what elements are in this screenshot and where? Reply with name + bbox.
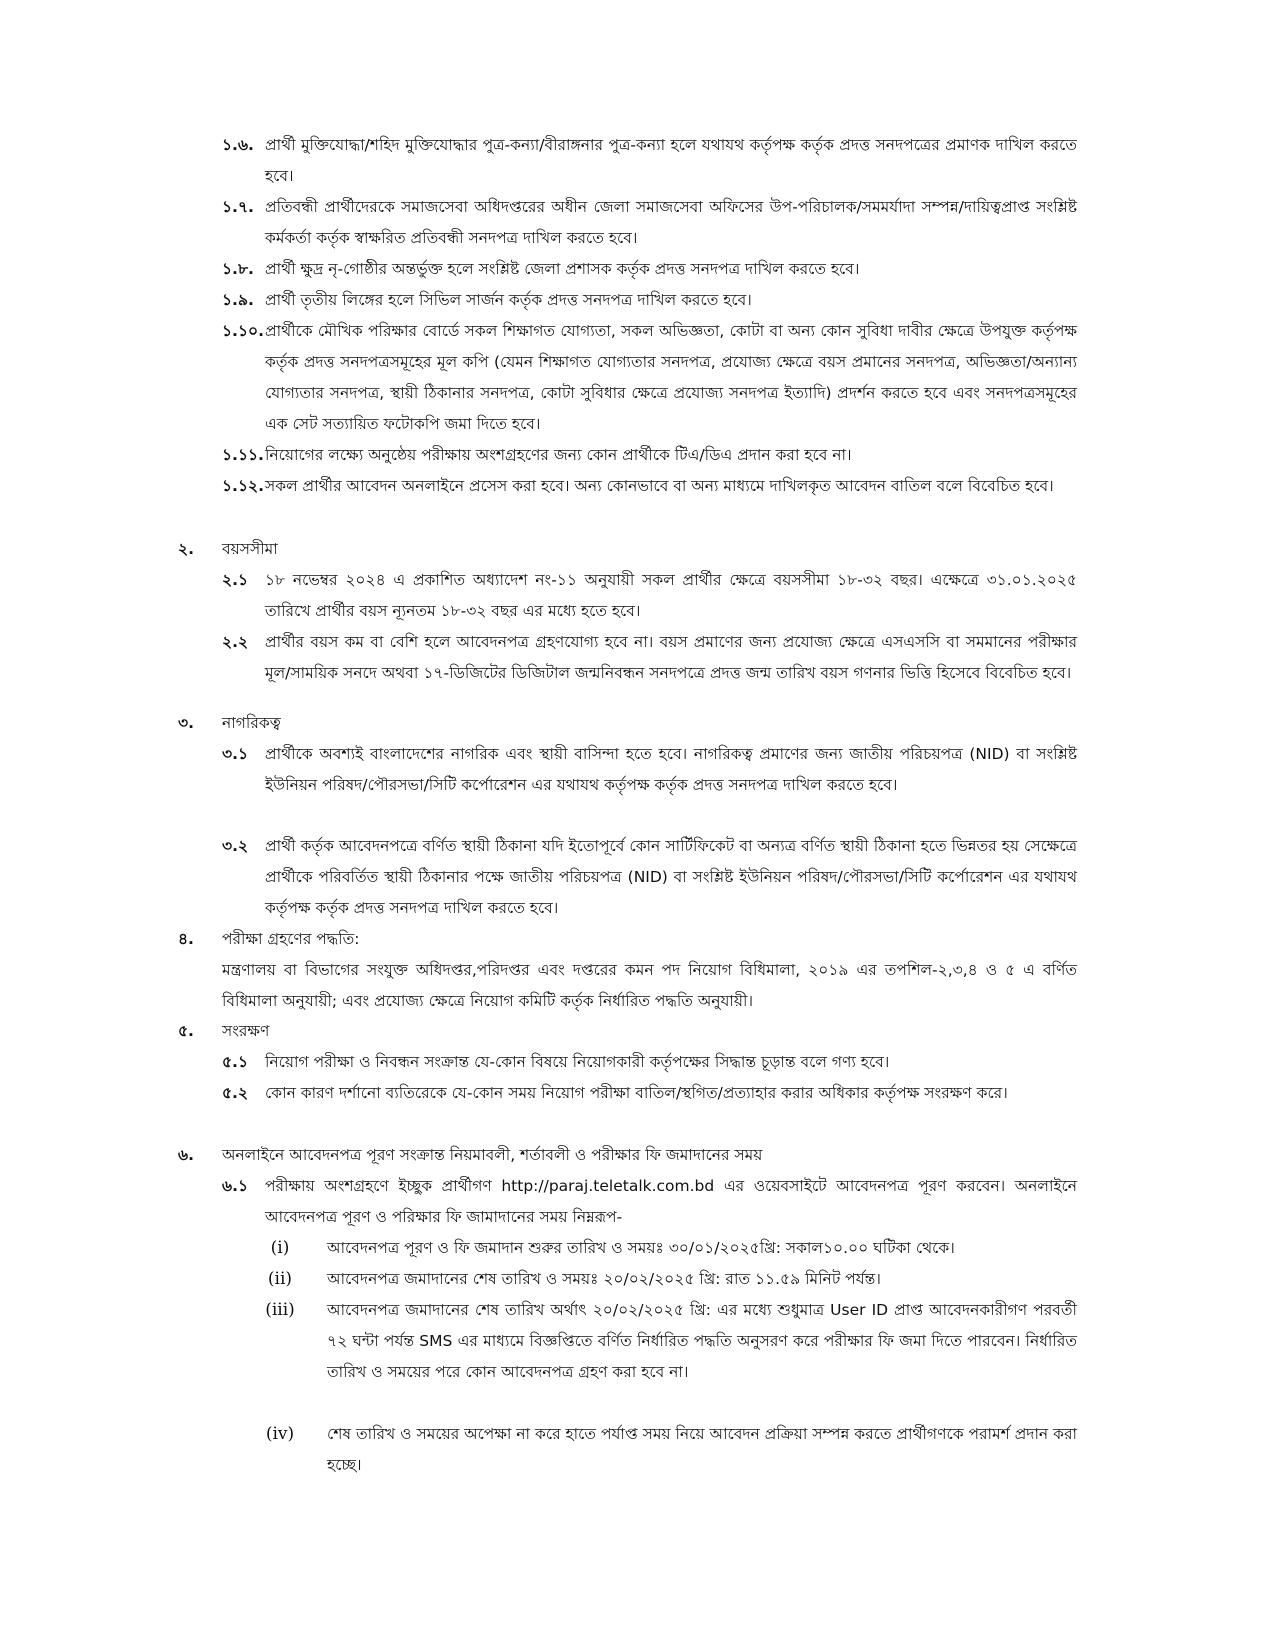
clause-number: ১.৭.	[222, 198, 254, 216]
clause-1-11	[222, 440, 1077, 471]
clause-1-6	[222, 130, 1077, 192]
clause-text: সকল প্রার্থীর আবেদন অনলাইনে প্রসেস করা হবে। অন্য কোনভাবে বা অন্য মাধ্যমে দাখিলকৃত আবেদন বাতিল বলে বিবেচিত হবে।	[265, 477, 1054, 495]
clause-number: ১.৯.	[222, 291, 254, 309]
list-item	[255, 1295, 1077, 1388]
clause-3-2	[222, 831, 1077, 924]
list-item-number: (iv)	[265, 1424, 295, 1444]
list-item	[255, 1419, 1077, 1481]
clause-text: প্রার্থীকে মৌখিক পরিক্ষার বোর্ডে সকল শিক্ষাগত যোগ্যতা, সকল অভিজ্ঞতা, কোটা বা অন্য কোন সুবিধা দাবীর ক্ষেত্রে উপযুক্ত কর্তৃপক্ষ কর্তৃক প্রদত্ত সনদপত্রসমূহের মূল কপি (যেমন শিক্ষাগত যোগ্যতার সনদপত্র, প্রযোজ্য ক্ষেত্রে বয়স প্রমানের সনদপত্র, অভিজ্ঞতা/অন্যান্য যোগ্যতার সনদপত্র, স্থায়ী ঠিকানার সনদপত্র, কোটা সুবিধার ক্ষেত্রে প্রযোজ্য সনদপত্র ইত্যাদি) প্রদর্শন করতে হবে এবং সনদপত্রসমূহের এক সেট সত্যায়িত ফটোকপি জমা দিতে হবে।	[265, 322, 1077, 433]
clause-1-9	[222, 285, 1077, 316]
section-4-text: মন্ত্রণালয় বা বিভাগের সংযুক্ত অধিদপ্তর,পরিদপ্তর এবং দপ্তরের কমন পদ নিয়োগ বিধিমালা, ২০১৯ এর তপশিল-২,৩,৪ ও ৫ এ বর্ণিত বিধিমালা অনুযায়ী; এবং প্রযোজ্য ক্ষেত্রে নিয়োগ কমিটি কর্তৃক নির্ধারিত পদ্ধতি অনুযায়ী।	[222, 961, 1077, 1010]
clause-number: ১.১০.	[222, 322, 264, 340]
list-item-text: আবেদনপত্র জমাদানের শেষ তারিখ অর্থাৎ ২০/০২/২০২৫ খ্রি: এর মধ্যে শুধুমাত্র User ID প্রাপ্ত আবেদনকারীগণ পরবর্তী ৭২ ঘন্টা পর্যন্ত SMS এর মাধ্যমে বিজ্ঞপ্তিতে বর্ণিত নির্ধারিত পদ্ধতি অনুসরণ করে পরীক্ষার ফি জমা দিতে পারবেন। নির্ধারিত তারিখ ও সময়ের পরে কোন আবেদনপত্র গ্রহণ করা হবে না।	[327, 1301, 1077, 1381]
clause-text: প্রার্থী তৃতীয় লিঙ্গের হলে সিভিল সার্জন কর্তৃক প্রদত্ত সনদপত্র দাখিল করতে হবে।	[265, 291, 752, 309]
clause-number: ৫.২	[222, 1084, 249, 1102]
section-title: সংরক্ষণ	[222, 1022, 270, 1040]
clause-number: ২.১	[222, 571, 249, 589]
clause-text: নিয়োগের লক্ষ্যে অনুষ্ঠেয় পরীক্ষায় অংশগ্রহণের জন্য কোন প্রার্থীকে টিএ/ডিএ প্রদান করা হবে না।	[265, 446, 852, 464]
clause-text: প্রার্থী ক্ষুদ্র নৃ-গোষ্ঠীর অন্তর্ভুক্ত হলে সংশ্লিষ্ট জেলা প্রশাসক কর্তৃক প্রদত্ত সনদপত্র দাখিল করতে হবে।	[265, 260, 860, 278]
clause-1-12	[222, 471, 1077, 502]
clause-number: ১.৬.	[222, 136, 254, 154]
clause-text: নিয়োগ পরীক্ষা ও নিবন্ধন সংক্রান্ত যে-কোন বিষয়ে নিয়োগকারী কর্তৃপক্ষের সিদ্ধান্ত চূড়ান্ত বলে গণ্য হবে।	[265, 1053, 890, 1071]
clause-number: ৬.১	[222, 1177, 249, 1195]
section-number: ৬.	[178, 1146, 194, 1164]
list-item-number: (iii)	[265, 1300, 295, 1320]
clause-number: ১.১১.	[222, 446, 264, 464]
clause-number: ৩.১	[222, 745, 249, 763]
clause-text: প্রার্থীকে অবশ্যই বাংলাদেশের নাগরিক এবং স্থায়ী বাসিন্দা হতে হবে। নাগরিকত্ব প্রমাণের জন্য জাতীয় পরিচয়পত্র (NID) বা সংশ্লিষ্ট ইউনিয়ন পরিষদ/পৌরসভা/সিটি কর্পোরেশন এর যথাযথ কর্তৃপক্ষ কর্তৃক প্রদত্ত সনদপত্র দাখিল করতে হবে।	[265, 745, 1077, 794]
list-item-number: (i)	[270, 1238, 290, 1258]
list-item	[255, 1264, 1077, 1295]
section-title: নাগরিকত্ব	[222, 714, 281, 732]
list-item-text: আবেদনপত্র পূরণ ও ফি জমাদান শুরুর তারিখ ও সময়ঃ ৩০/০১/২০২৫খ্রি: সকাল১০.০০ ঘটিকা থেকে।	[327, 1239, 955, 1257]
section-5-heading	[178, 1016, 269, 1047]
list-item-text: আবেদনপত্র জমাদানের শেষ তারিখ ও সময়ঃ ২০/০২/২০২৫ খ্রি: রাত ১১.৫৯ মিনিট পর্যন্ত।	[327, 1270, 881, 1288]
section-number: ৩.	[178, 714, 194, 732]
clause-2-2	[222, 627, 1077, 689]
section-number: ২.	[178, 540, 194, 558]
clause-1-7	[222, 192, 1077, 254]
clause-text: ১৮ নভেম্বর ২০২৪ এ প্রকাশিত অধ্যাদেশ নং-১১ অনুযায়ী সকল প্রার্থীর ক্ষেত্রে বয়সসীমা ১৮-৩২ বছর। এক্ষেত্রে ৩১.০১.২০২৫ তারিখে প্রার্থীর বয়স ন্যূনতম ১৮-৩২ বছর এর মধ্যে হতে হবে।	[265, 571, 1077, 620]
section-number: ৫.	[178, 1022, 194, 1040]
clause-text: প্রার্থী মুক্তিযোদ্ধা/শহিদ মুক্তিযোদ্ধার পুত্র-কন্যা/বীরাঙ্গনার পুত্র-কন্যা হলে যথাযথ কর্তৃপক্ষ কর্তৃক প্রদত্ত সনদপত্রের প্রমাণক দাখিল করতে হবে।	[265, 136, 1077, 185]
clause-1-10	[222, 316, 1077, 440]
clause-3-1	[222, 739, 1077, 801]
clause-text: প্রতিবন্ধী প্রার্থীদেরকে সমাজসেবা অধিদপ্তরের অধীন জেলা সমাজসেবা অফিসের উপ-পরিচালক/সমমর্যাদা সম্পন্ন/দায়িত্বপ্রাপ্ত সংশ্লিষ্ট কর্মকর্তা কর্তৃক স্বাক্ষরিত প্রতিবন্ধী সনদপত্র দাখিল করতে হবে।	[265, 198, 1077, 247]
clause-2-1	[222, 565, 1077, 627]
clause-6-1	[222, 1171, 1077, 1233]
list-item-number: (ii)	[267, 1269, 293, 1289]
section-6-heading	[178, 1140, 762, 1171]
clause-text: কোন কারণ দর্শানো ব্যতিরেকে যে-কোন সময় নিয়োগ পরীক্ষা বাতিল/স্থগিত/প্রত্যাহার করার অধিকার কর্তৃপক্ষ সংরক্ষণ করে।	[265, 1084, 1008, 1102]
clause-number: ৩.২	[222, 837, 249, 855]
section-4-heading	[178, 924, 359, 955]
clause-text: পরীক্ষায় অংশগ্রহণে ইচ্ছুক প্রার্থীগণ http://paraj.teletalk.com.bd এর ওয়েবসাইটে আবেদনপত্র পূরণ করবেন। অনলাইনে আবেদনপত্র পূরণ ও পরিক্ষার ফি জামাদানের সময় নিম্নরূপ-	[265, 1177, 1077, 1226]
clause-number: ২.২	[222, 633, 249, 651]
section-title: বয়সসীমা	[222, 540, 278, 558]
clause-text: প্রার্থীর বয়স কম বা বেশি হলে আবেদনপত্র গ্রহণযোগ্য হবে না। বয়স প্রমাণের জন্য প্রযোজ্য ক্ষেত্রে এসএসসি বা সমমানের পরীক্ষার মূল/সাময়িক সনদে অথবা ১৭-ডিজিটের ডিজিটাল জন্মনিবন্ধন সনদপত্রে প্রদত্ত জন্ম তারিখ বয়স গণনার ভিত্তি হিসেবে বিবেচিত হবে।	[265, 633, 1077, 682]
list-item	[255, 1233, 1077, 1264]
clause-5-2	[222, 1078, 1077, 1109]
clause-number: ১.৮.	[222, 260, 254, 278]
section-title: অনলাইনে আবেদনপত্র পূরণ সংক্রান্ত নিয়মাবলী, শর্তাবলী ও পরীক্ষার ফি জমাদানের সময়	[222, 1146, 763, 1164]
clause-number: ১.১২.	[222, 477, 264, 495]
clause-5-1	[222, 1047, 1077, 1078]
clause-1-8	[222, 254, 1077, 285]
clause-number: ৫.১	[222, 1053, 249, 1071]
section-title: পরীক্ষা গ্রহণের পদ্ধতি:	[222, 930, 360, 948]
section-3-heading	[178, 708, 281, 739]
clause-text: প্রার্থী কর্তৃক আবেদনপত্রে বর্ণিত স্থায়ী ঠিকানা যদি ইতোপূর্বে কোন সার্টিফিকেট বা অন্যত্র বর্ণিত স্থায়ী ঠিকানা হতে ভিন্নতর হয় সেক্ষেত্রে প্রার্থীকে পরিবর্তিত স্থায়ী ঠিকানার পক্ষে জাতীয় পরিচয়পত্র (NID) বা সংশ্লিষ্ট ইউনিয়ন পরিষদ/পৌরসভা/সিটি কর্পোরেশন এর যথাযথ কর্তৃপক্ষ কর্তৃক প্রদত্ত সনদপত্র দাখিল করতে হবে।	[265, 837, 1077, 917]
section-number: ৪.	[178, 930, 194, 948]
section-2-heading	[178, 534, 278, 565]
list-item-text: শেষ তারিখ ও সময়ের অপেক্ষা না করে হাতে পর্যাপ্ত সময় নিয়ে আবেদন প্রক্রিয়া সম্পন্ন করতে প্রার্থীগণকে পরামর্শ প্রদান করা হচ্ছে।	[327, 1425, 1077, 1474]
